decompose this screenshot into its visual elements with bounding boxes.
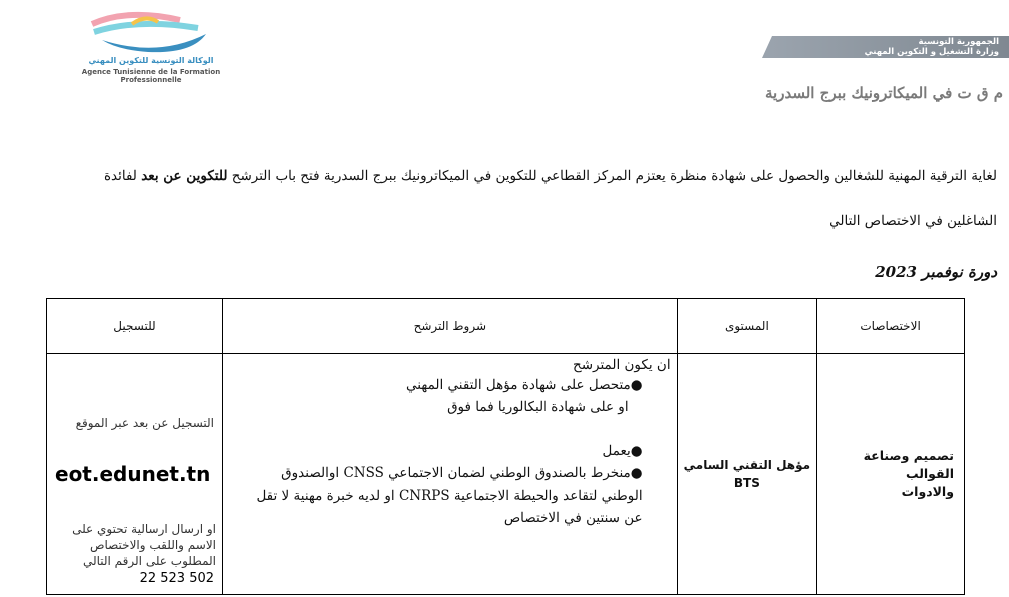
table-row	[47, 354, 965, 595]
intro-text: لغاية الترقية المهنية للشغالين والحصول على شهادة منظرة يعتزم المركز القطاعي للتكوين في الميكاترونيك ببرج السدرية فتح باب الترشح	[231, 168, 997, 184]
agency-swirl-icon	[88, 10, 214, 56]
condition-bullet-3-line-2: الوطني لتقاعد والحيطة الاجتماعية CNRPS او لديه خبرة مهنية لا تقل	[256, 488, 643, 504]
registration-cell	[47, 354, 223, 595]
bullet-dot-icon: ●	[630, 443, 643, 459]
bullet-dot-icon: ●	[630, 377, 643, 393]
sms-line-1: او ارسال ارسالية تحتوي على	[72, 522, 217, 536]
table-header-row	[47, 299, 965, 354]
registration-website-link[interactable]: eot.edunet.tn	[55, 462, 211, 486]
ministry-republic: الجمهورية التونسية	[918, 37, 999, 47]
online-registration-label: التسجيل عن بعد عبر الموقع	[75, 416, 215, 430]
agency-name-fr: Agence Tunisienne de la Formation	[81, 68, 221, 76]
specialty-line-2: والادوات	[901, 484, 954, 499]
intro-line-1	[104, 168, 997, 184]
agency-name-fr-2: Professionnelle	[120, 76, 182, 84]
intro-text-end: لفائدة	[103, 168, 137, 184]
specialty-cell	[817, 354, 965, 595]
center-title: م ق ت في الميكاترونيك ببرج السدرية	[765, 84, 1003, 102]
phone-number: 22 523 502	[139, 571, 215, 586]
condition-bullet-2: ●يعمل	[602, 443, 643, 459]
condition-bullet-3: ●منخرط بالصندوق الوطني لضمان الاجتماعي CNSS اوالصندوق	[281, 465, 643, 481]
conditions-intro: ان يكون المترشح	[573, 357, 671, 373]
ministry-banner	[772, 36, 1009, 58]
intro-bold-text: للتكوين عن بعد	[141, 168, 228, 184]
header-specialties: الاختصاصات	[817, 299, 965, 354]
agency-logo	[66, 10, 236, 82]
session-title: دورة نوفمبر 2023	[875, 263, 997, 281]
sms-line-3: المطلوب على الرقم التالي	[82, 554, 217, 568]
ministry-name: وزارة التشغيل و التكوين المهني	[864, 47, 999, 57]
level-line-1: مؤهل التقني السامي	[683, 458, 811, 472]
specialty-line-1: تصميم وصناعة القوالب	[863, 448, 954, 481]
level-line-2: BTS	[733, 476, 760, 490]
training-table	[46, 298, 965, 595]
condition-bullet-1-cont: او على شهادة البكالوريا فما فوق	[447, 399, 629, 415]
level-cell	[677, 354, 817, 595]
header-conditions: شروط الترشح	[223, 299, 678, 354]
bullet-dot-icon: ●	[630, 465, 643, 481]
header-level: المستوى	[677, 299, 817, 354]
conditions-cell	[223, 354, 678, 595]
agency-name-ar: الوكالة التونسية للتكوين المهني	[88, 56, 214, 65]
sms-line-2: الاسم واللقب والاختصاص	[89, 538, 217, 552]
condition-bullet-3-line-3: عن سنتين في الاختصاص	[503, 510, 643, 526]
intro-line-2: الشاغلين في الاختصاص التالي	[829, 213, 997, 229]
header-registration: للتسجيل	[47, 299, 223, 354]
condition-bullet-1: ●متحصل على شهادة مؤهل التقني المهني	[406, 377, 643, 393]
